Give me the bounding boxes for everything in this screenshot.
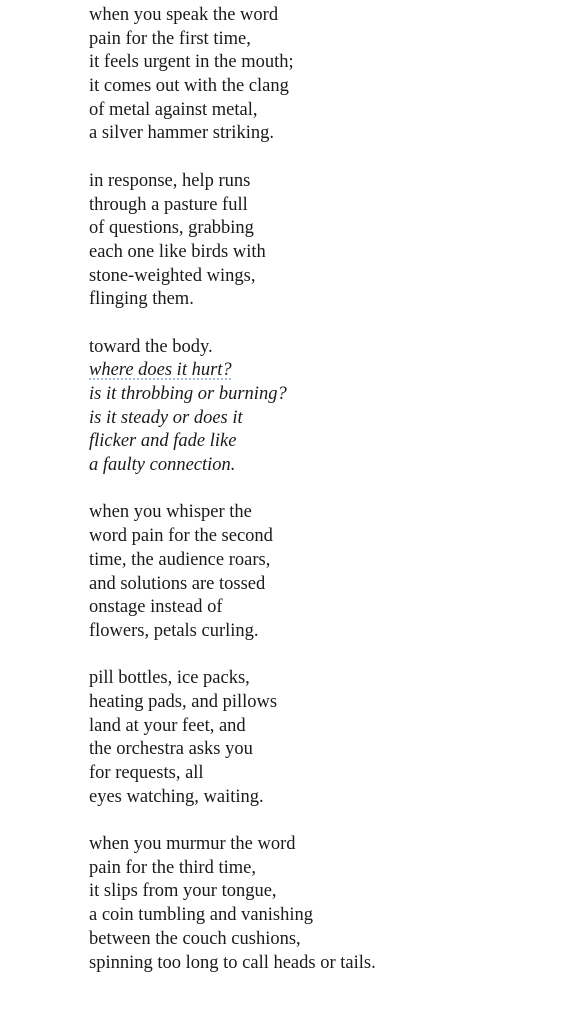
stanza-1 <box>89 4 559 146</box>
poem-line: between the couch cushions, <box>89 928 301 949</box>
poem-line: pain for the third time, <box>89 857 256 878</box>
poem-line: of metal against metal, <box>89 99 258 120</box>
poem-line-italic: is it throbbing or burning? <box>89 384 287 404</box>
poem-line: land at your feet, and <box>89 715 246 736</box>
stanza-6 <box>89 833 559 975</box>
poem-line: heating pads, and pillows <box>89 691 278 712</box>
poem-line: of questions, grabbing <box>89 218 254 239</box>
poem-line-italic: a faulty connection. <box>89 455 236 476</box>
poem-line: stone-weighted wings, <box>89 265 256 286</box>
stanza-5 <box>89 667 559 809</box>
poem-line: toward the body. <box>89 336 213 357</box>
poem-line: pain for the first time, <box>89 28 251 49</box>
poem-line: it comes out with the clang <box>89 76 289 97</box>
poem-line: when you murmur the word <box>89 834 296 855</box>
poem-line: eyes watching, waiting. <box>89 786 264 807</box>
poem-line: flinging them. <box>89 289 194 310</box>
poem-line: when you speak the word <box>89 5 279 25</box>
poem-line-italic <box>89 359 559 383</box>
stanza-3 <box>89 336 559 478</box>
poem-line: pill bottles, ice packs, <box>89 668 250 689</box>
italic-questions <box>89 359 559 477</box>
poem-line: through a pasture full <box>89 194 248 215</box>
poem-line: a coin tumbling and vanishing <box>89 905 314 926</box>
poem-line: onstage instead of <box>89 597 223 618</box>
poem-line: a silver hammer striking. <box>89 123 274 144</box>
poem-line: when you whisper the <box>89 502 252 523</box>
poem-line: the orchestra asks you <box>89 739 253 760</box>
stanza-4 <box>89 501 559 643</box>
poem-line: for requests, all <box>89 763 204 783</box>
poem-body <box>89 4 559 999</box>
poem-line: and solutions are tossed <box>89 573 266 594</box>
poem-line: each one like birds with <box>89 241 266 262</box>
stanza-2 <box>89 170 559 312</box>
poem-line: in response, help runs <box>89 170 251 191</box>
poem-line-italic: flicker and fade like <box>89 431 237 452</box>
poem-line: flowers, petals curling. <box>89 620 259 641</box>
poem-line: it slips from your tongue, <box>89 881 277 902</box>
spellcheck-underlined-text: where does it hurt? <box>89 360 232 381</box>
poem-line: it feels urgent in the mouth; <box>89 52 294 73</box>
poem-line-italic: is it steady or does it <box>89 407 243 428</box>
poem-line: word pain for the second <box>89 526 273 547</box>
poem-line: time, the audience roars, <box>89 549 271 570</box>
poem-line: spinning too long to call heads or tails. <box>89 952 376 973</box>
